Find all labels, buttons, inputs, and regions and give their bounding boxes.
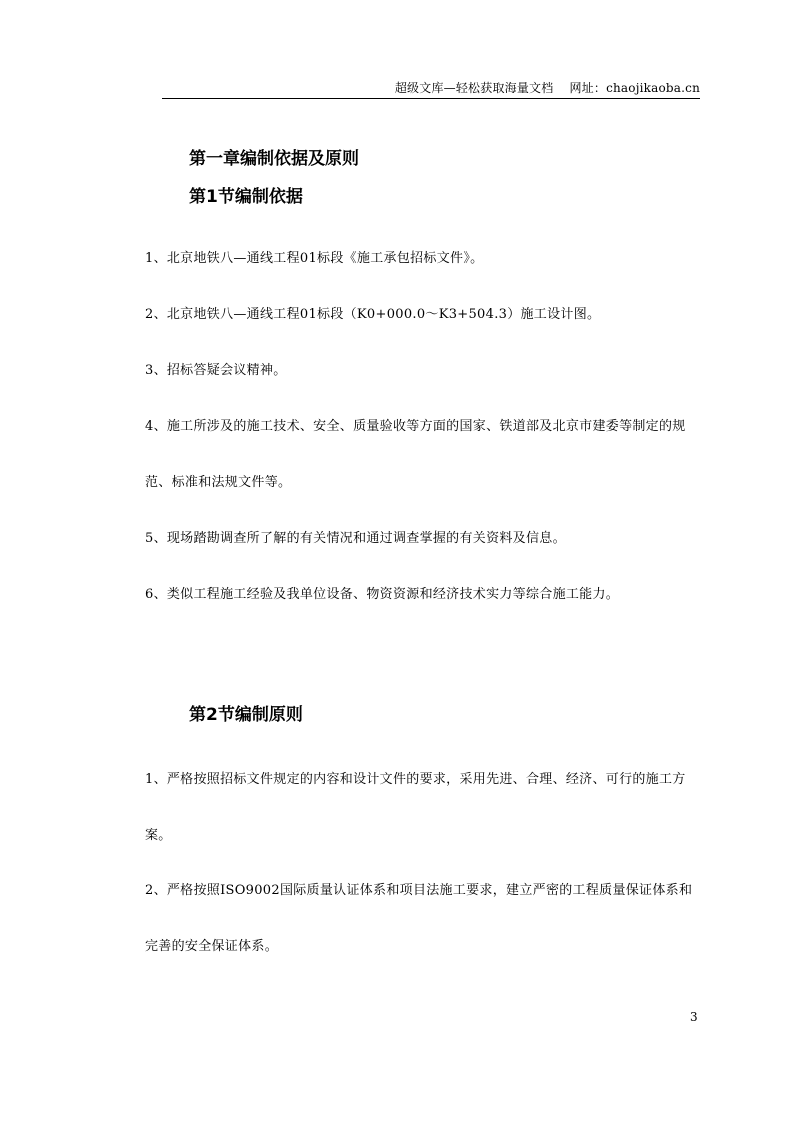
header-url-label: 网址：: [569, 81, 607, 95]
section-2-paragraph-2-line-1: 2、严格按照ISO9002国际质量认证体系和项目法施工要求，建立严密的工程质量保证体系和: [145, 883, 693, 898]
chapter-title: 第一章编制依据及原则: [189, 149, 359, 169]
section-2-paragraph-2-line-2: 完善的安全保证体系。: [145, 939, 279, 954]
section-2-paragraph-1-line-1: 1、严格按照招标文件规定的内容和设计文件的要求，采用先进、合理、经济、可行的施工方: [145, 772, 686, 787]
section-1-title: 第1节编制依据: [189, 187, 303, 207]
section-2-paragraph-1-line-2: 案。: [145, 828, 172, 843]
header-url: chaojikaoba.cn: [606, 81, 700, 95]
page-header: [162, 78, 700, 99]
section-2-title: 第2节编制原则: [189, 705, 303, 725]
page-number: 3: [690, 1010, 698, 1024]
header-site-title: 超级文库—轻松获取海量文档: [394, 81, 554, 95]
section-1-paragraph-1: 1、北京地铁八—通线工程01标段《施工承包招标文件》。: [145, 251, 484, 266]
section-1-paragraph-2: 2、北京地铁八—通线工程01标段（K0+000.0～K3+504.3）施工设计图。: [145, 307, 601, 322]
section-1-paragraph-5: 5、现场踏勘调查所了解的有关情况和通过调查掌握的有关资料及信息。: [145, 531, 566, 546]
section-1-paragraph-3: 3、招标答疑会议精神。: [145, 363, 287, 378]
section-1-paragraph-4-line-2: 范、标准和法规文件等。: [145, 475, 292, 490]
section-1-paragraph-4-line-1: 4、施工所涉及的施工技术、安全、质量验收等方面的国家、铁道部及北京市建委等制定的规: [145, 419, 686, 434]
header-text: [395, 79, 700, 96]
section-1-paragraph-6: 6、类似工程施工经验及我单位设备、物资资源和经济技术实力等综合施工能力。: [145, 587, 620, 602]
